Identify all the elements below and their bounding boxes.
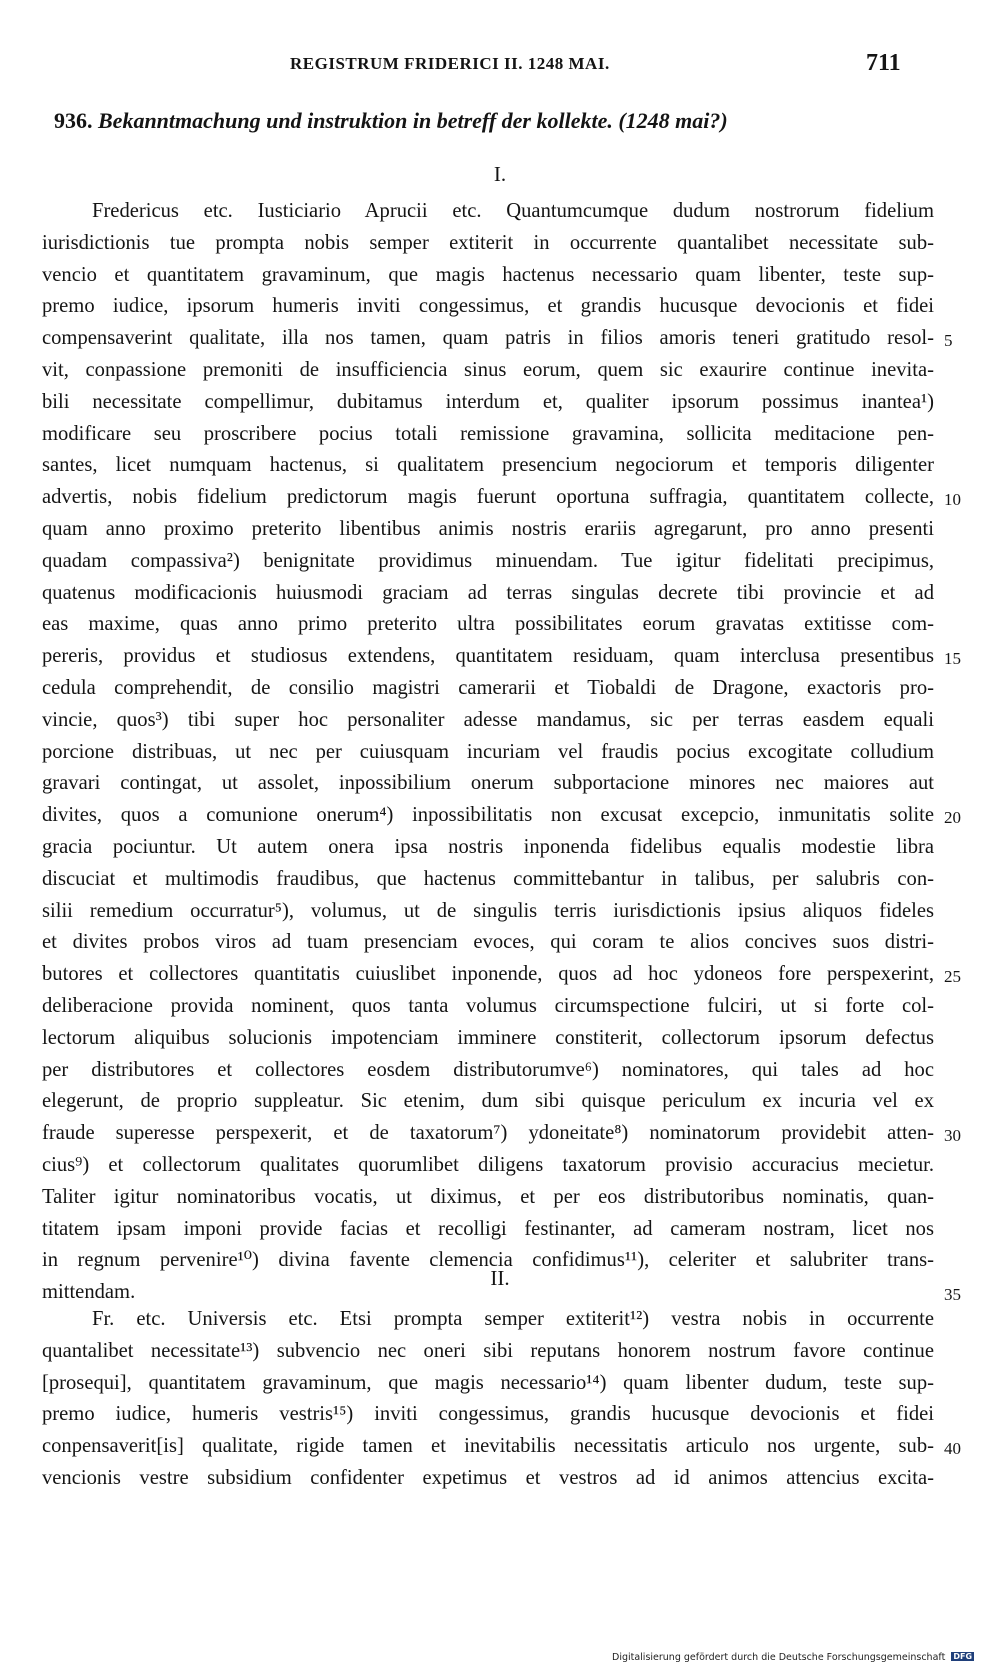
text-line <box>42 673 934 705</box>
text-line <box>42 832 934 864</box>
text-line-content: deliberacione provida nominent, quos tanta volumus circumspectione fulciri, ut si forte col- <box>42 994 934 1017</box>
text-line <box>42 419 934 451</box>
text-line-content: premo iudice, ipsorum humeris inviti congessimus, et grandis hucusque devocionis et fidei <box>42 295 934 318</box>
text-block-part-2 <box>42 1304 934 1495</box>
text-line <box>42 1431 934 1463</box>
text-line-content: compensaverint qualitate, illa nos tamen, quam patris in filios amoris teneri gratitudo resol- <box>42 327 934 350</box>
document-number: 936. <box>54 108 93 133</box>
text-line <box>42 1023 934 1055</box>
text-line <box>42 578 934 610</box>
text-line-content: quadam compassiva²) benignitate providimus minuendam. Tue igitur fidelitati precipimus, <box>42 549 934 572</box>
page-number: 711 <box>866 50 901 76</box>
line-number: 30 <box>944 1126 961 1146</box>
text-line-content: gravari contingat, ut assolet, inpossibilium onerum subportacione minores nec maiores aut <box>42 772 934 795</box>
text-line-content: titatem ipsam imponi provide facias et recolligi festinanter, ad cameram nostram, licet nos <box>42 1217 934 1240</box>
credit-text: Digitalisierung gefördert durch die Deutsche Forschungsgemeinschaft <box>612 1652 946 1663</box>
section-marker-i: I. <box>493 162 507 186</box>
text-line-content: in regnum pervenire¹⁰) divina favente clemencia confidimus¹¹), celeriter et salubriter trans- <box>42 1249 934 1272</box>
text-line-content: quam anno proximo preterito libentibus animis nostris erariis agregarunt, pro anno presenti <box>42 517 934 540</box>
text-line <box>42 196 934 228</box>
text-line <box>42 800 934 832</box>
text-line-content: [prosequi], quantitatem gravaminum, que magis necessario¹⁴) quam libenter dudum, teste sup- <box>42 1371 934 1394</box>
dfg-logo: DFG <box>953 1652 973 1661</box>
text-line-content: quatenus modificacionis huiusmodi graciam ad terras singulas decrete tibi provincie et ad <box>42 581 934 604</box>
text-line-content: Taliter igitur nominatoribus vocatis, ut diximus, et per eos distributoribus nominatis, quan- <box>42 1185 934 1208</box>
line-number: 20 <box>944 808 961 828</box>
text-line <box>42 514 934 546</box>
text-line <box>42 1214 934 1246</box>
text-line <box>42 1399 934 1431</box>
line-number: 35 <box>944 1285 961 1305</box>
text-line <box>42 260 934 292</box>
digitization-credit <box>612 1652 974 1663</box>
document-heading <box>54 108 954 134</box>
text-line-content: Fr. etc. Universis etc. Etsi prompta semper extiterit¹²) vestra nobis in occurrente <box>92 1308 934 1330</box>
text-line-content: Fredericus etc. Iusticiario Aprucii etc. Quantumcumque dudum nostrorum fidelium <box>92 200 934 222</box>
running-head <box>0 50 1000 80</box>
text-line <box>42 896 934 928</box>
text-line-content: lectorum aliquibus solucionis impotenciam imminere constiterit, collectorum ipsorum defectus <box>42 1026 934 1049</box>
text-line-content: modificare seu proscribere pocius totali remissione gravamina, sollicita meditacione pen- <box>42 422 934 445</box>
text-line <box>42 959 934 991</box>
text-line-content: vencio et quantitatem gravaminum, que magis hactenus necessario quam libenter, teste sup- <box>42 263 934 286</box>
text-line-content: santes, licet numquam hactenus, si qualitatem presencium negociorum et temporis diligenter <box>42 454 934 477</box>
text-line <box>42 323 934 355</box>
document-title: Bekanntmachung und instruktion in betreff der kollekte. (1248 mai?) <box>98 108 728 133</box>
text-line <box>42 768 934 800</box>
text-line-content: vencionis vestre subsidium confidenter expetimus et vestros ad id animos attencius excita- <box>42 1466 934 1489</box>
text-line <box>42 1304 934 1336</box>
text-line-content: cedula comprehendit, de consilio magistri camerarii et Tiobaldi de Dragone, exactoris pro- <box>42 676 934 699</box>
section-marker-ii: II. <box>490 1266 510 1290</box>
text-line <box>42 228 934 260</box>
text-line <box>42 1368 934 1400</box>
text-line <box>42 482 934 514</box>
text-line-content: per distributores et collectores eosdem distributorumve⁶) nominatores, qui tales ad hoc <box>42 1058 934 1081</box>
text-line-content: eas maxime, quas anno primo preterito ultra possibilitates eorum gravatas extitisse com- <box>42 613 934 636</box>
text-line <box>42 450 934 482</box>
text-line <box>42 927 934 959</box>
text-line-content: mittendam. <box>42 1281 136 1304</box>
text-line-content: silii remedium occurratur⁵), volumus, ut de singulis terris iurisdictionis ipsius aliquos fideles <box>42 899 934 922</box>
line-number: 40 <box>944 1439 961 1459</box>
text-line <box>42 1118 934 1150</box>
text-line <box>42 1336 934 1368</box>
text-line-content: iurisdictionis tue prompta nobis semper extiterit in occurrente quantalibet necessitate sub- <box>42 231 934 254</box>
text-line <box>42 1150 934 1182</box>
text-line <box>42 546 934 578</box>
text-line <box>42 641 934 673</box>
text-line-content: porcione distribuas, ut nec per cuiusquam incuriam vel fraudis pocius excogitate colludium <box>42 740 934 763</box>
text-line-content: elegerunt, de proprio suppleatur. Sic etenim, dum sibi quisque periculum ex incuria vel ex <box>42 1090 934 1113</box>
text-line-content: discuciat et multimodis fraudibus, que hactenus committebantur in talibus, per salubris con- <box>42 867 934 890</box>
text-line <box>42 864 934 896</box>
text-line <box>42 1086 934 1118</box>
text-line <box>42 291 934 323</box>
text-line-content: et divites probos viros ad tuam presenciam evoces, qui coram te alios concives suos distri- <box>42 931 934 954</box>
text-line <box>42 1463 934 1495</box>
text-line-content: bili necessitate compellimur, dubitamus interdum et, qualiter ipsorum possimus inantea¹) <box>42 390 934 413</box>
text-line <box>42 737 934 769</box>
text-line-content: butores et collectores quantitatis cuiuslibet inponende, quos ad hoc ydoneos fore perspexerint, <box>42 963 934 986</box>
text-line <box>42 991 934 1023</box>
text-line <box>42 705 934 737</box>
text-line-content: fraude superesse perspexerit, et de taxatorum⁷) ydoneitate⁸) nominatorum providebit atten- <box>42 1122 934 1145</box>
running-title: REGISTRUM FRIDERICI II. 1248 MAI. <box>290 54 610 73</box>
line-number: 10 <box>944 490 961 510</box>
line-number: 15 <box>944 649 961 669</box>
text-line <box>42 1182 934 1214</box>
text-line-content: gracia pociuntur. Ut autem onera ipsa nostris inponenda fidelibus equalis modestie libra <box>42 835 934 858</box>
text-line-content: vit, conpassione premoniti de insufficiencia sinus eorum, quem sic exaurire continue inevita- <box>42 358 934 381</box>
text-line-content: divites, quos a comunione onerum⁴) inpossibilitatis non excusat excepcio, inmunitatis solite <box>42 804 934 827</box>
text-line <box>42 355 934 387</box>
text-line-content: premo iudice, humeris vestris¹⁵) inviti congessimus, grandis hucusque devocionis et fidei <box>42 1403 934 1426</box>
text-line <box>42 387 934 419</box>
text-line <box>42 1055 934 1087</box>
text-line-content: advertis, nobis fidelium predictorum magis fuerunt oportuna suffragia, quantitatem collecte, <box>42 486 934 509</box>
text-line-content: cius⁹) et collectorum qualitates quorumlibet diligens taxatorum provisio accuracius mecietur. <box>42 1153 934 1176</box>
text-line-content: quantalibet necessitate¹³) subvencio nec oneri sibi reputans honorem nostrum favore continue <box>42 1339 934 1362</box>
line-number: 5 <box>944 331 953 351</box>
text-line-content: conpensaverit[is] qualitate, rigide tamen et inevitabilis necessitatis articulo nos urgente, sub- <box>42 1435 934 1458</box>
text-line <box>42 609 934 641</box>
text-line-content: vincie, quos³) tibi super hoc personaliter adesse mandamus, sic per terras easdem equali <box>42 708 934 731</box>
text-line-content: pereris, providus et studiosus extendens, quantitatem residuam, quam interclusa presentibus <box>42 645 934 668</box>
text-block-part-1 <box>42 196 934 1309</box>
line-number: 25 <box>944 967 961 987</box>
